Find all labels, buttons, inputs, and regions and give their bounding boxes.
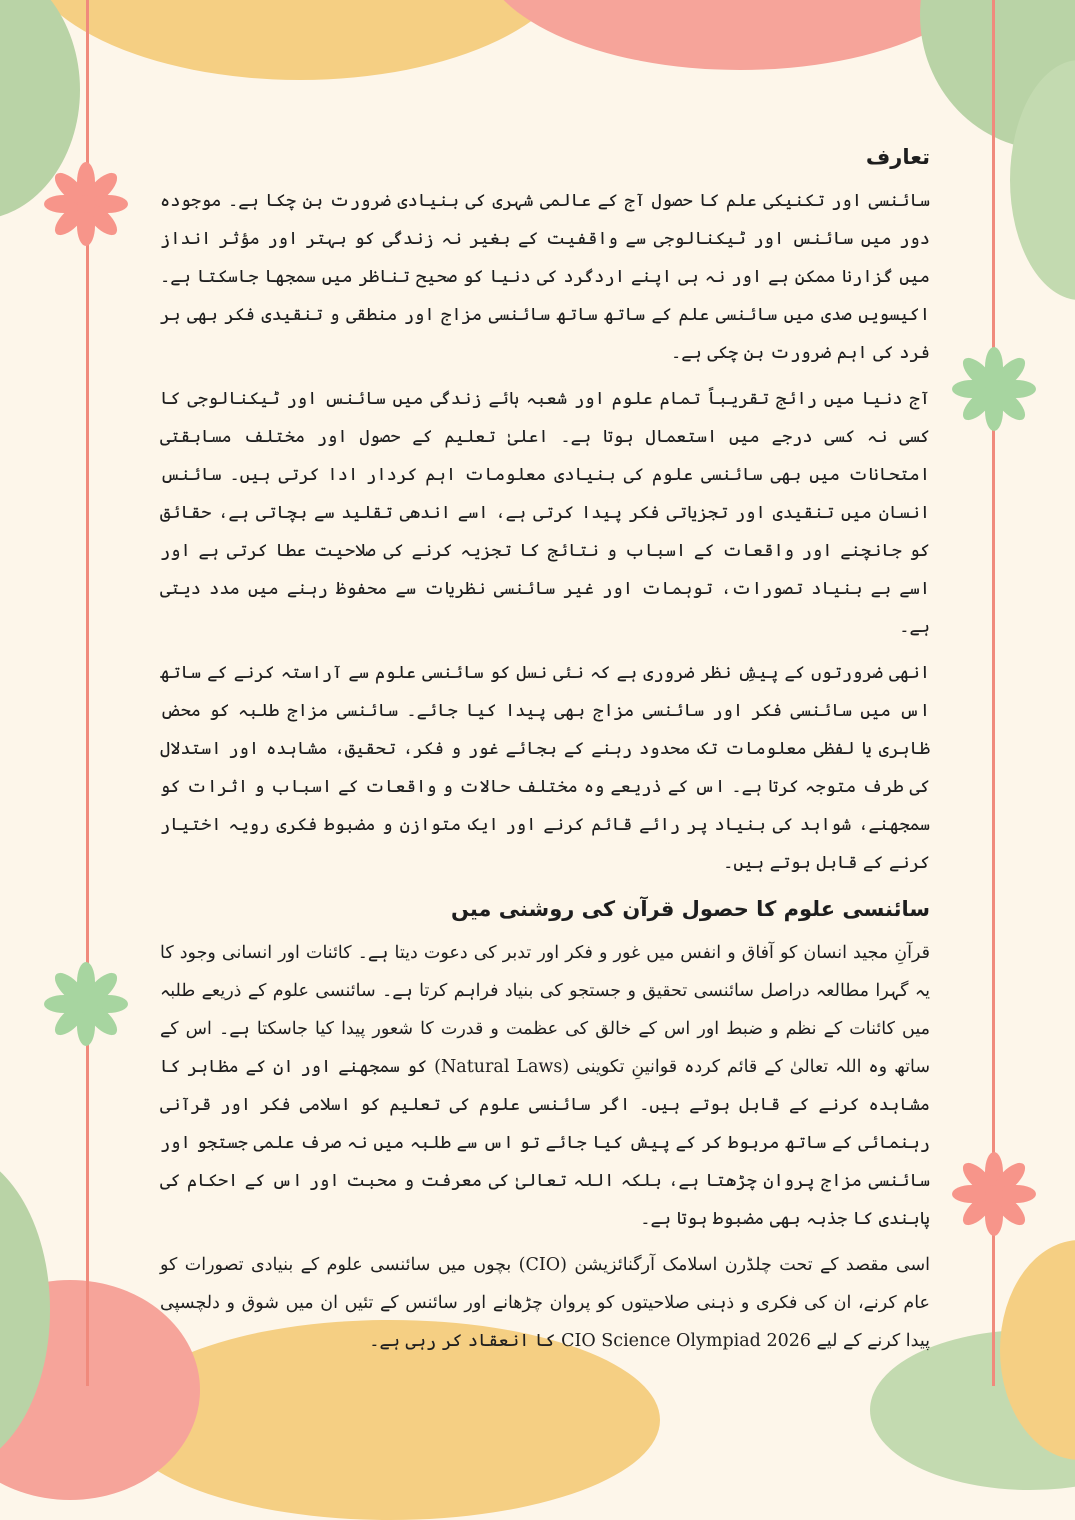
section-title-quran: سائنسی علوم کا حصول قرآن کی روشنی میں (450, 897, 930, 921)
blob-top-yellow (20, 0, 580, 80)
section-title-introduction: تعارف (865, 145, 930, 169)
document-body (160, 140, 930, 1368)
paragraph: سائنسی اور تکنیکی علم کا حصول آج کے عالمی شہری کی بنیادی ضرورت بن چکا ہے۔ موجودہ دور میں سائنس اور ٹیکنالوجی سے واقفیت کے بغیر نہ زندگی کو بہتر اور مؤثر انداز میں گزارنا ممکن ہے اور نہ ہی اپنے اردگرد کی دنیا کو صحیح تناظر میں سمجھا جاسکتا ہے۔ اکیسویں صدی میں سائنسی علم کے ساتھ ساتھ سائنسی مزاج اور منطقی و تنقیدی فکر بھی ہر فرد کی اہم ضرورت بن چکی ہے۔ (160, 191, 930, 363)
paragraph: اسی مقصد کے تحت چلڈرن اسلامک آرگنائزیشن (CIO) بچوں میں سائنسی علوم کے بنیادی تصورات کو عام کرنے، ان کی فکری و ذہنی صلاحیتوں کو پروان چڑھانے اور سائنس کے تئیں ان میں شوق و دلچسپی پیدا کرنے کے لیے CIO Science Olympiad 2026 کا انعقاد کر رہی ہے۔ (160, 1255, 931, 1351)
paragraph: قرآنِ مجید انسان کو آفاق و انفس میں غور و فکر اور تدبر کی دعوت دیتا ہے۔ کائنات اور انسانی وجود کا یہ گہرا مطالعہ دراصل سائنسی تحقیق و جستجو کی بنیاد فراہم کرتا ہے۔ سائنسی علوم کے ذریعے طلبہ میں کائنات کے نظم و ضبط اور اس کے خالق کی عظمت و قدرت کا شعور پیدا کیا جاسکتا ہے۔ اس کے ساتھ وہ اللہ تعالیٰ کے قائم کردہ قوانینِ تکوینی (Natural Laws) کو سمجھنے اور ان کے مظاہر کا مشاہدہ کرنے کے قابل ہوتے ہیں۔ اگر سائنسی علوم کی تعلیم کو اسلامی فکر اور قرآنی رہنمائی کے ساتھ مربوط کر کے پیش کیا جائے تو اس سے طلبہ میں نہ صرف علمی جستجو اور سائنسی مزاج پروان چڑھتا ہے، بلکہ اللہ تعالیٰ کی معرفت و محبت اور اس کے احکام کی پابندی کا جذبہ بھی مضبوط ہوتا ہے۔ (160, 943, 930, 1229)
flower-icon-green-right (950, 345, 1038, 433)
flower-icon-pink-top-left (42, 160, 130, 248)
paragraph: انھی ضرورتوں کے پیشِ نظر ضروری ہے کہ نئی نسل کو سائنسی علوم سے آراستہ کرنے کے ساتھ اس میں سائنسی فکر اور سائنسی مزاج بھی پیدا کیا جائے۔ سائنسی مزاج طلبہ کو محض ظاہری یا لفظی معلومات تک محدود رہنے کے بجائے غور و فکر، تحقیق، مشاہدہ اور استدلال کی طرف متوجہ کرتا ہے۔ اس کے ذریعے وہ مختلف حالات و واقعات کے اسباب و اثرات کو سمجھنے، شواہد کی بنیاد پر رائے قائم کرنے اور ایک متوازن و مضبوط فکری رویہ اختیار کرنے کے قابل ہوتے ہیں۔ (160, 663, 930, 873)
paragraph: آج دنیا میں رائج تقریباً تمام علوم اور شعبہ ہائے زندگی میں سائنس اور ٹیکنالوجی کا کسی نہ کسی درجے میں استعمال ہوتا ہے۔ اعلیٰ تعلیم کے حصول اور مختلف مسابقتی امتحانات میں بھی سائنسی علوم کی بنیادی معلومات اہم کردار ادا کرتی ہیں۔ سائنس انسان میں تنقیدی اور تجزیاتی فکر پیدا کرتی ہے، اسے اندھی تقلید سے بچاتی ہے، حقائق کو جانچنے اور واقعات کے اسباب و نتائج کا تجزیہ کرنے کی صلاحیت عطا کرتی ہے اور اسے بے بنیاد تصورات، توہمات اور غیر سائنسی نظریات سے محفوظ رہنے میں مدد دیتی ہے۔ (160, 389, 930, 637)
flower-icon-pink-right-bottom (950, 1150, 1038, 1238)
flower-icon-green-left-bottom (42, 960, 130, 1048)
